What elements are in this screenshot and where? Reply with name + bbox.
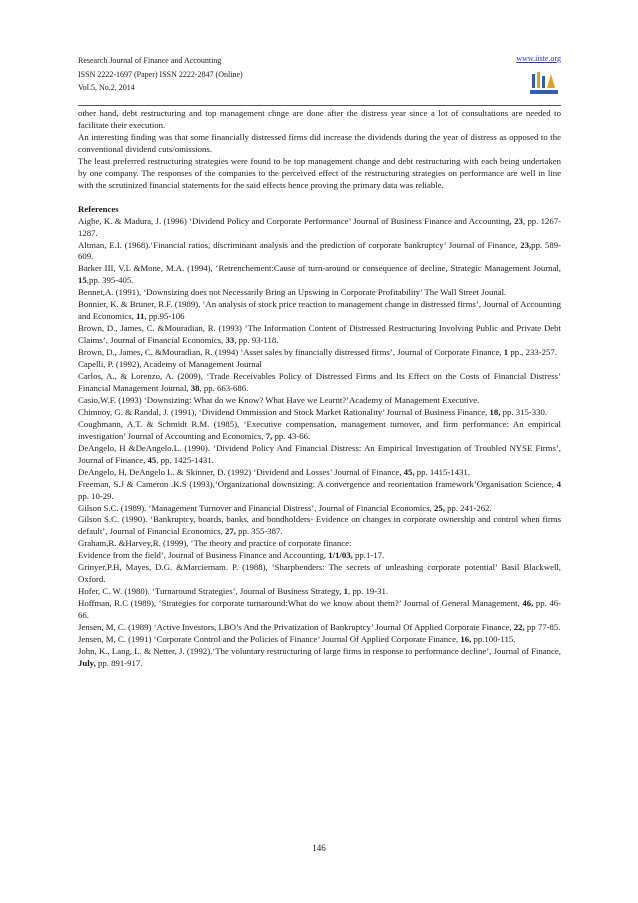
reference-pages: pp. 43-66. [272,430,311,441]
reference-pages: pp.1-17. [352,550,385,561]
reference-entry [78,359,561,371]
reference-text: Aigbe, K. & Madura, J. (1996) ‘Dividend Policy and Corporate Performance’ Journal of Business Finance and Accounting, [78,215,515,226]
reference-entry [78,467,561,479]
reference-text: Barker III, V.L &Mone, M.A. (1994), ‘Retrenchement:Cause of turn-around or consequence of decline, Strategic Management Journal, [78,263,561,274]
reference-entry [78,287,561,299]
reference-entry [78,634,561,646]
reference-pages: pp. 355-387. [235,526,283,537]
reference-text: Gilson S.C. (1989). ‘Management Turnover and Financial Distress’, Journal of Financial Economics, [78,502,435,513]
reference-text: Casio,W.F. (1993) ‘Downsizing: What do we Know? What Have we Learnt?’Academy of Management Executive. [78,394,480,405]
reference-entry [78,646,561,670]
reference-volume: 16, [460,633,472,644]
reference-entry [78,240,561,264]
reference-entry [78,538,561,550]
reference-volume: 45 [147,454,157,465]
reference-volume: 33 [225,335,235,346]
reference-entry [78,550,561,562]
reference-pages: , pp. 1425-1431. [156,454,214,465]
reference-volume: 4 [556,478,561,489]
reference-entry [78,395,561,407]
reference-entry [78,443,561,467]
reference-pages: , pp. 663-686. [199,382,249,393]
reference-volume: 38 [190,382,200,393]
reference-text: Coughmann, A.T. & Schmidt R.M. (1985), ‘Executive compensation, management turnover, and firm performance: An empirical investigation’ Journal of Accounting and Economics, [78,418,561,441]
reference-volume: 7, [265,430,273,441]
reference-text: Hofer, C. W. (1980). ‘Turnaround Strategies’, Journal of Business Strategy, [78,586,344,597]
journal-title: Research Journal of Finance and Accounting [78,56,222,65]
reference-pages: pp. 1415-1431. [414,466,470,477]
reference-text: Graham,R. &Harvey,R. (1999), ‘The theory and practice of corporate finance: [78,538,352,549]
reference-pages: pp. 46-66. [78,598,562,621]
reference-entry [78,622,561,634]
reference-volume: 23, [520,239,532,250]
reference-text: Freeman, S.J & Cameron .K.S (1993),‘Organizational downsizing: A convergence and reorientation framework’Organisation Science, [78,478,557,489]
reference-volume: 1/1/03, [328,550,353,561]
reference-text: Chimnoy, G. & Randal, J. (1991), ‘Dividend Ommission and Stock Market Rationality’ Journal of Business Finance, [78,406,490,417]
reference-volume: 11 [136,311,145,322]
body-text [78,108,561,192]
reference-volume: 45, [403,466,415,477]
reference-text: Capelli, P. (1992), Academy of Management Journal [78,359,262,370]
reference-text: Brown, D., James, C. &Mouradian, R. (1993) ‘The Information Content of Distressed Restructuring Involving Public and Private Debt Claims’, Journal of Financial Economics, [78,323,561,346]
reference-pages: , pp.95-106 [144,311,185,322]
reference-pages: pp. 10-29. [78,490,114,501]
reference-entry [78,479,561,503]
reference-entry [78,407,561,419]
reference-volume: 22, [513,622,525,633]
reference-entry [78,562,561,586]
volume-line: Vol.5, No.2, 2014 [78,83,135,92]
reference-entry [78,514,561,538]
reference-volume: 18, [489,406,501,417]
reference-text: Jensen, M, C. (1989) ‘Active Investors, LBO’s And the Privatization of Bankruptcy’ Journal Of Applied Corporate Finance, [78,622,514,633]
reference-text: Hoffman, R.C (1989), ‘Strategies for corporate turnaround:What do we know about them?’ Journal of General Management, [78,598,523,609]
reference-pages: pp.100-115. [471,633,516,644]
reference-pages: , pp. 19-31. [347,586,389,597]
reference-text: John, K., Lang, L. & Netter, J. (1992).‘The voluntary restructuring of large firms in response to performance decline’, Journal of Finance, [78,645,561,656]
reference-pages: pp., 233-257. [508,347,557,358]
reference-entry [78,586,561,598]
reference-text: DeAngelo, H &DeAngelo.L. (1990). ‘Dividend Policy And Financial Distress: An Empirical Investigation of Troubled NYSE Firms’, Journal of Finance, [78,442,561,465]
reference-volume: July, [78,657,96,668]
reference-entry [78,263,561,287]
reference-entry [78,371,561,395]
reference-text: Bennet,A. (1991), ‘Downsizing does not Necessarily Bring an Upswing in Corporate Profitability’ The Wall Street Jounal. [78,287,507,298]
reference-text: Brown, D., James, C. &Mouradian, R. (1994) ‘Asset sales by financially distressed firms’, Journal of Corporate Finance, [78,347,504,358]
reference-text: Evidence from the field’, Journal of Business Finance and Accounting, [78,550,329,561]
reference-entry [78,598,561,622]
reference-entry [78,323,561,347]
body-paragraph: other hand, debt restructuring and top management chnge are done after the distress year since a lot of consultations are needed to facilitate their execution. [78,108,561,130]
reference-pages: pp. 241-262. [444,502,492,513]
body-paragraph: An interesting finding was that some financially distressed firms did increase the dividends during the year of distress as opposed to the conventional dividend cuts/omissions. [78,131,561,154]
reference-pages: pp. 315-330. [500,406,548,417]
reference-volume: 23 [514,215,523,226]
header-divider [78,105,561,106]
reference-text: DeAngelo, H, DeAngelo L. & Skinner, D. (1992) ‘Dividend and Losses’ Journal of Finance, [78,466,404,477]
reference-pages: , pp. 93-118. [234,335,279,346]
reference-volume: 15 [78,275,87,286]
journal-url-link[interactable]: www.iiste.org [516,54,561,63]
body-paragraph: The least preferred restructuring strategies were found to be top management change and debt restructuring with each being undertaken by one company. The responses of the companies to the perceived effect of the restructuring strategies on performance are well in line with the scrutinized financial statements for the said effects hence proving the primary data was reliable. [78,155,561,190]
reference-list [78,216,561,670]
page-header [78,54,561,104]
reference-volume: 1 [343,586,348,597]
reference-volume: 1 [503,347,509,358]
reference-entry [78,216,561,240]
page-content [78,108,561,670]
reference-text: Jensen, M, C. (1991) ‘Corporate Control and the Policies of Finance’ Journal Of Applied Corporate Finance, [78,633,461,644]
reference-pages: , pp. 1267-1287. [78,215,561,238]
reference-entry [78,419,561,443]
reference-volume: 25, [434,502,445,513]
reference-volume: 27, [225,526,236,537]
reference-text: Carlos, A., & Lorenzo, A. (2009), ‘Trade Receivables Policy of Distressed Firms and Its Effect on the Costs of Financial Distress’ Financial Management Journal, [78,371,561,393]
reference-volume: 46, [522,598,534,609]
reference-pages: pp. 589-609. [78,239,561,262]
reference-text: Altman, E.I. (1968).‘Financial ratios, discriminant analysis and the prediction of corporate bankruptcy’ Journal of Finance, [78,239,521,250]
reference-entry [78,347,561,359]
issn-line: ISSN 2222-1697 (Paper) ISSN 2222-2847 (Online) [78,69,243,79]
reference-entry [78,503,561,515]
iiste-logo [529,68,559,96]
page-number: 146 [312,843,326,853]
reference-text: Bonnier, K. & Bruner, R.F. (1989), ‘An analysis of stock price reaction to management change in distressed firms’, Journal of Accounting and Economics, [78,299,561,322]
references-heading: References [78,203,119,214]
reference-text: Gilson S.C. (1990). ‘Bankruptcy, boards, banks, and bondholders- Evidence on changes in corporate ownership and control when firms default’, Journal of Financial Economics, [78,514,561,537]
reference-entry [78,299,561,323]
reference-pages: pp 77-85. [524,622,561,633]
reference-text: Grinyer,P.H, Mayes, D.G. &Marciernam. P. (1988), ‘Sharpbenders: The secrets of unleashing corporate potential’ Basil Blackwell, Oxford. [78,562,561,585]
reference-pages: ,pp. 395-405. [86,275,134,286]
reference-pages: pp. 891-917. [95,657,143,668]
